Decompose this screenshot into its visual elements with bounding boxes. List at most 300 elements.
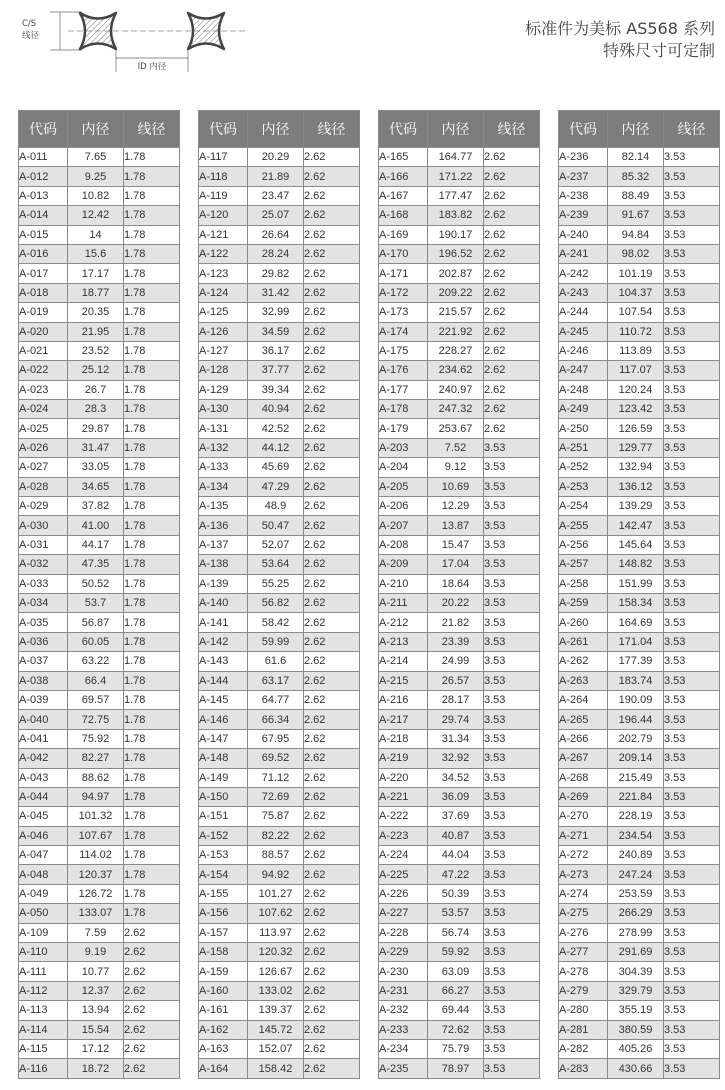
table-row — [379, 690, 540, 709]
cross-section-cell: 3.53 — [664, 826, 720, 845]
inner-diameter-cell: 47.35 — [68, 555, 124, 574]
table-row — [559, 303, 720, 322]
code-cell: A-217 — [379, 710, 428, 729]
table-row — [559, 787, 720, 806]
table-row — [379, 225, 540, 244]
table-row — [19, 1039, 180, 1058]
table-header-row — [559, 111, 720, 148]
inner-diameter-cell: 26.7 — [68, 380, 124, 399]
cross-section-cell: 2.62 — [124, 1001, 180, 1020]
table-row — [559, 477, 720, 496]
cross-section-cell: 2.62 — [124, 1039, 180, 1058]
inner-diameter-cell: 152.07 — [248, 1039, 304, 1058]
code-cell: A-247 — [559, 361, 608, 380]
cross-section-cell: 2.62 — [304, 148, 360, 167]
inner-diameter-cell: 209.14 — [608, 749, 664, 768]
cross-section-cell: 3.53 — [664, 458, 720, 477]
inner-diameter-cell: 126.72 — [68, 884, 124, 903]
header-cross-section: 线径 — [484, 111, 540, 148]
table-row — [19, 148, 180, 167]
cross-section-cell: 3.53 — [484, 1039, 540, 1058]
cross-section-cell: 1.78 — [124, 826, 180, 845]
code-cell: A-127 — [199, 341, 248, 360]
table-row — [19, 225, 180, 244]
code-cell: A-172 — [379, 283, 428, 302]
code-cell: A-249 — [559, 400, 608, 419]
cross-section-cell: 3.53 — [664, 923, 720, 942]
code-cell: A-265 — [559, 710, 608, 729]
inner-diameter-cell: 20.22 — [428, 593, 484, 612]
inner-diameter-cell: 56.74 — [428, 923, 484, 942]
table-row — [379, 419, 540, 438]
inner-diameter-cell: 59.92 — [428, 943, 484, 962]
cross-section-cell: 2.62 — [304, 497, 360, 516]
code-cell: A-032 — [19, 555, 68, 574]
inner-diameter-cell: 14 — [68, 225, 124, 244]
code-cell: A-155 — [199, 884, 248, 903]
inner-diameter-cell: 69.57 — [68, 690, 124, 709]
inner-diameter-cell: 56.87 — [68, 613, 124, 632]
table-row — [379, 438, 540, 457]
inner-diameter-cell: 53.7 — [68, 593, 124, 612]
table-row — [559, 904, 720, 923]
header-code: 代码 — [559, 111, 608, 148]
cross-section-cell: 3.53 — [664, 419, 720, 438]
inner-diameter-cell: 58.42 — [248, 613, 304, 632]
code-cell: A-129 — [199, 380, 248, 399]
inner-diameter-cell: 221.84 — [608, 787, 664, 806]
code-cell: A-214 — [379, 652, 428, 671]
table-row — [199, 884, 360, 903]
table-row — [199, 574, 360, 593]
cross-section-cell: 3.53 — [664, 264, 720, 283]
cross-section-cell: 2.62 — [304, 787, 360, 806]
inner-diameter-cell: 53.64 — [248, 555, 304, 574]
code-cell: A-046 — [19, 826, 68, 845]
inner-diameter-cell: 209.22 — [428, 283, 484, 302]
dimension-lines — [50, 12, 188, 72]
inner-diameter-cell: 15.6 — [68, 244, 124, 263]
inner-diameter-cell: 94.84 — [608, 225, 664, 244]
table-row — [379, 497, 540, 516]
table-row — [19, 361, 180, 380]
inner-diameter-cell: 18.77 — [68, 283, 124, 302]
cross-section-cell: 2.62 — [304, 341, 360, 360]
table-row — [379, 400, 540, 419]
code-cell: A-232 — [379, 1001, 428, 1020]
cross-section-cell: 1.78 — [124, 438, 180, 457]
code-cell: A-115 — [19, 1039, 68, 1058]
code-cell: A-173 — [379, 303, 428, 322]
table-row — [199, 458, 360, 477]
code-cell: A-038 — [19, 671, 68, 690]
cross-section-cell: 3.53 — [664, 807, 720, 826]
code-cell: A-239 — [559, 206, 608, 225]
cross-section-cell: 3.53 — [484, 652, 540, 671]
inner-diameter-cell: 64.77 — [248, 690, 304, 709]
cross-section-cell: 2.62 — [484, 303, 540, 322]
code-cell: A-132 — [199, 438, 248, 457]
code-cell: A-043 — [19, 768, 68, 787]
inner-diameter-cell: 72.69 — [248, 787, 304, 806]
header-inner-diameter: 内径 — [68, 111, 124, 148]
code-cell: A-215 — [379, 671, 428, 690]
inner-diameter-cell: 329.79 — [608, 981, 664, 1000]
cross-section-cell: 3.53 — [484, 884, 540, 903]
inner-diameter-cell: 23.47 — [248, 186, 304, 205]
code-cell: A-254 — [559, 497, 608, 516]
code-cell: A-277 — [559, 943, 608, 962]
code-cell: A-122 — [199, 244, 248, 263]
table-row — [19, 380, 180, 399]
cross-section-cell: 2.62 — [124, 1020, 180, 1039]
inner-diameter-cell: 17.12 — [68, 1039, 124, 1058]
code-cell: A-030 — [19, 516, 68, 535]
table-header-row — [199, 111, 360, 148]
table-row — [379, 787, 540, 806]
table-row — [379, 186, 540, 205]
table-row — [559, 981, 720, 1000]
inner-diameter-cell: 228.27 — [428, 341, 484, 360]
code-cell: A-029 — [19, 497, 68, 516]
table-row — [19, 303, 180, 322]
code-cell: A-258 — [559, 574, 608, 593]
cross-section-cell: 1.78 — [124, 167, 180, 186]
code-cell: A-126 — [199, 322, 248, 341]
inner-diameter-cell: 69.44 — [428, 1001, 484, 1020]
header-cross-section: 线径 — [304, 111, 360, 148]
cross-section-cell: 1.78 — [124, 477, 180, 496]
code-cell: A-231 — [379, 981, 428, 1000]
cross-section-cell: 2.62 — [304, 749, 360, 768]
inner-diameter-cell: 63.22 — [68, 652, 124, 671]
inner-diameter-cell: 63.17 — [248, 671, 304, 690]
cross-section-cell: 1.78 — [124, 380, 180, 399]
table-row — [199, 341, 360, 360]
inner-diameter-cell: 17.04 — [428, 555, 484, 574]
inner-diameter-cell: 110.72 — [608, 322, 664, 341]
table-row — [559, 264, 720, 283]
cross-section-cell: 2.62 — [484, 341, 540, 360]
code-cell: A-244 — [559, 303, 608, 322]
table-row — [199, 613, 360, 632]
code-cell: A-177 — [379, 380, 428, 399]
cross-section-cell: 3.53 — [664, 186, 720, 205]
inner-diameter-cell: 133.02 — [248, 981, 304, 1000]
cross-section-cell: 2.62 — [304, 400, 360, 419]
table-row — [379, 1039, 540, 1058]
table-row — [379, 865, 540, 884]
code-cell: A-257 — [559, 555, 608, 574]
table-row — [559, 148, 720, 167]
code-cell: A-225 — [379, 865, 428, 884]
cross-section-cell: 2.62 — [304, 632, 360, 651]
cross-section-cell: 2.62 — [304, 1059, 360, 1078]
table-row — [199, 303, 360, 322]
cs-label-top: C/S — [22, 19, 37, 29]
inner-diameter-cell: 44.17 — [68, 535, 124, 554]
table-row — [199, 1039, 360, 1058]
cross-section-cell: 1.78 — [124, 283, 180, 302]
table-row — [19, 846, 180, 865]
code-cell: A-174 — [379, 322, 428, 341]
cross-section-cell: 2.62 — [124, 1059, 180, 1078]
code-cell: A-171 — [379, 264, 428, 283]
header-cross-section: 线径 — [664, 111, 720, 148]
cross-section-cell: 3.53 — [664, 787, 720, 806]
inner-diameter-cell: 55.25 — [248, 574, 304, 593]
inner-diameter-cell: 215.57 — [428, 303, 484, 322]
cross-section-cell: 3.53 — [664, 652, 720, 671]
table-row — [379, 652, 540, 671]
inner-diameter-cell: 291.69 — [608, 943, 664, 962]
code-cell: A-218 — [379, 729, 428, 748]
cross-section-cell: 2.62 — [484, 380, 540, 399]
cross-section-cell: 3.53 — [484, 477, 540, 496]
table-row — [559, 690, 720, 709]
cross-section-cell: 3.53 — [664, 846, 720, 865]
code-cell: A-137 — [199, 535, 248, 554]
table-row — [379, 943, 540, 962]
table-row — [199, 264, 360, 283]
inner-diameter-cell: 32.92 — [428, 749, 484, 768]
table-row — [19, 574, 180, 593]
inner-diameter-cell: 94.92 — [248, 865, 304, 884]
table-row — [19, 613, 180, 632]
code-cell: A-040 — [19, 710, 68, 729]
code-cell: A-273 — [559, 865, 608, 884]
code-cell: A-124 — [199, 283, 248, 302]
code-cell: A-011 — [19, 148, 68, 167]
inner-diameter-cell: 129.77 — [608, 438, 664, 457]
code-cell: A-148 — [199, 749, 248, 768]
inner-diameter-cell: 71.12 — [248, 768, 304, 787]
code-cell: A-250 — [559, 419, 608, 438]
cross-section-cell: 1.78 — [124, 225, 180, 244]
cross-section-cell: 1.78 — [124, 729, 180, 748]
inner-diameter-cell: 234.62 — [428, 361, 484, 380]
code-cell: A-236 — [559, 148, 608, 167]
table-row — [559, 555, 720, 574]
table-row — [19, 923, 180, 942]
cross-section-cell: 3.53 — [664, 1001, 720, 1020]
table-row — [199, 807, 360, 826]
table-row — [379, 244, 540, 263]
cross-section-cell: 1.78 — [124, 186, 180, 205]
table-row — [379, 904, 540, 923]
table-row — [199, 555, 360, 574]
table-row — [19, 904, 180, 923]
inner-diameter-cell: 21.82 — [428, 613, 484, 632]
header-inner-diameter: 内径 — [608, 111, 664, 148]
cross-section-cell: 2.62 — [304, 458, 360, 477]
code-cell: A-268 — [559, 768, 608, 787]
table-row — [199, 690, 360, 709]
table-row — [199, 186, 360, 205]
code-cell: A-045 — [19, 807, 68, 826]
table-row — [559, 458, 720, 477]
cross-section-cell: 3.53 — [664, 749, 720, 768]
table-header-row — [379, 111, 540, 148]
code-cell: A-203 — [379, 438, 428, 457]
inner-diameter-cell: 67.95 — [248, 729, 304, 748]
table-row — [559, 1020, 720, 1039]
cross-section-cell: 2.62 — [124, 923, 180, 942]
code-cell: A-033 — [19, 574, 68, 593]
code-cell: A-206 — [379, 497, 428, 516]
cross-section-cell: 3.53 — [664, 341, 720, 360]
inner-diameter-cell: 107.54 — [608, 303, 664, 322]
cross-section-cell: 3.53 — [484, 923, 540, 942]
table-row — [199, 826, 360, 845]
inner-diameter-cell: 247.24 — [608, 865, 664, 884]
table-row — [199, 438, 360, 457]
code-cell: A-025 — [19, 419, 68, 438]
cross-section-cell: 3.53 — [484, 904, 540, 923]
cross-section-cell: 3.53 — [484, 981, 540, 1000]
table-row — [379, 671, 540, 690]
inner-diameter-cell: 101.27 — [248, 884, 304, 903]
code-cell: A-280 — [559, 1001, 608, 1020]
inner-diameter-cell: 50.52 — [68, 574, 124, 593]
code-cell: A-133 — [199, 458, 248, 477]
table-row — [199, 322, 360, 341]
inner-diameter-cell: 145.72 — [248, 1020, 304, 1039]
inner-diameter-cell: 50.47 — [248, 516, 304, 535]
table-row — [559, 749, 720, 768]
code-cell: A-143 — [199, 652, 248, 671]
table-row — [379, 1059, 540, 1078]
inner-diameter-cell: 52.07 — [248, 535, 304, 554]
cross-section-cell: 3.53 — [484, 1001, 540, 1020]
inner-diameter-cell: 171.22 — [428, 167, 484, 186]
table-row — [19, 283, 180, 302]
cross-section-cell: 3.53 — [664, 400, 720, 419]
code-cell: A-016 — [19, 244, 68, 263]
inner-diameter-cell: 9.25 — [68, 167, 124, 186]
inner-diameter-cell: 247.32 — [428, 400, 484, 419]
inner-diameter-cell: 355.19 — [608, 1001, 664, 1020]
code-cell: A-151 — [199, 807, 248, 826]
code-cell: A-237 — [559, 167, 608, 186]
table-row — [199, 167, 360, 186]
table-row — [559, 943, 720, 962]
inner-diameter-cell: 7.52 — [428, 438, 484, 457]
cross-section-cell: 2.62 — [304, 613, 360, 632]
cross-section-cell: 3.53 — [664, 632, 720, 651]
cross-section-cell: 3.53 — [484, 749, 540, 768]
table-row — [379, 535, 540, 554]
cross-section-cell: 3.53 — [664, 943, 720, 962]
inner-diameter-cell: 66.27 — [428, 981, 484, 1000]
code-cell: A-139 — [199, 574, 248, 593]
table-row — [199, 361, 360, 380]
inner-diameter-cell: 66.4 — [68, 671, 124, 690]
code-cell: A-222 — [379, 807, 428, 826]
table-row — [559, 244, 720, 263]
code-cell: A-147 — [199, 729, 248, 748]
table-row — [379, 516, 540, 535]
code-cell: A-036 — [19, 632, 68, 651]
table-row — [559, 419, 720, 438]
table-row — [379, 632, 540, 651]
inner-diameter-cell: 53.57 — [428, 904, 484, 923]
size-table-1 — [18, 110, 180, 1079]
table-row — [19, 341, 180, 360]
inner-diameter-cell: 132.94 — [608, 458, 664, 477]
table-row — [379, 1001, 540, 1020]
table-row — [559, 652, 720, 671]
table-row — [19, 167, 180, 186]
cross-section-cell: 3.53 — [484, 438, 540, 457]
code-cell: A-047 — [19, 846, 68, 865]
table-row — [199, 1001, 360, 1020]
inner-diameter-cell: 101.19 — [608, 264, 664, 283]
inner-diameter-cell: 37.82 — [68, 497, 124, 516]
table-header-row — [19, 111, 180, 148]
inner-diameter-cell: 75.87 — [248, 807, 304, 826]
code-cell: A-234 — [379, 1039, 428, 1058]
table-row — [559, 380, 720, 399]
table-row — [199, 206, 360, 225]
inner-diameter-cell: 240.97 — [428, 380, 484, 399]
cross-section-cell: 2.62 — [304, 923, 360, 942]
inner-diameter-cell: 26.64 — [248, 225, 304, 244]
inner-diameter-cell: 7.59 — [68, 923, 124, 942]
inner-diameter-cell: 177.39 — [608, 652, 664, 671]
inner-diameter-cell: 10.77 — [68, 962, 124, 981]
cross-section-cell: 3.53 — [484, 787, 540, 806]
table-row — [559, 1059, 720, 1078]
code-cell: A-205 — [379, 477, 428, 496]
inner-diameter-cell: 82.27 — [68, 749, 124, 768]
code-cell: A-149 — [199, 768, 248, 787]
cross-section-cell: 2.62 — [304, 186, 360, 205]
inner-diameter-cell: 126.67 — [248, 962, 304, 981]
id-label: ID 内径 — [137, 62, 167, 72]
cross-section-cell: 2.62 — [304, 419, 360, 438]
inner-diameter-cell: 60.05 — [68, 632, 124, 651]
cross-section-cell: 3.53 — [664, 225, 720, 244]
table-row — [199, 419, 360, 438]
header-code: 代码 — [379, 111, 428, 148]
code-cell: A-164 — [199, 1059, 248, 1078]
header-code: 代码 — [199, 111, 248, 148]
cross-section-cell: 1.78 — [124, 516, 180, 535]
code-cell: A-117 — [199, 148, 248, 167]
cross-section-cell: 2.62 — [304, 710, 360, 729]
cross-section-cell: 3.53 — [484, 768, 540, 787]
cross-section-cell: 2.62 — [304, 962, 360, 981]
cross-section-cell: 2.62 — [484, 244, 540, 263]
cross-section-cell: 2.62 — [124, 981, 180, 1000]
cross-section-cell: 3.53 — [484, 516, 540, 535]
cross-section-cell: 2.62 — [304, 206, 360, 225]
table-row — [199, 148, 360, 167]
table-row — [379, 710, 540, 729]
table-row — [19, 497, 180, 516]
table-row — [19, 652, 180, 671]
custom-size-note: 特殊尺寸可定制 — [602, 41, 715, 60]
cross-section-cell: 2.62 — [304, 535, 360, 554]
table-row — [19, 749, 180, 768]
inner-diameter-cell: 44.12 — [248, 438, 304, 457]
inner-diameter-cell: 120.32 — [248, 943, 304, 962]
inner-diameter-cell: 13.94 — [68, 1001, 124, 1020]
inner-diameter-cell: 69.52 — [248, 749, 304, 768]
cross-section-cell: 2.62 — [484, 419, 540, 438]
table-row — [19, 690, 180, 709]
